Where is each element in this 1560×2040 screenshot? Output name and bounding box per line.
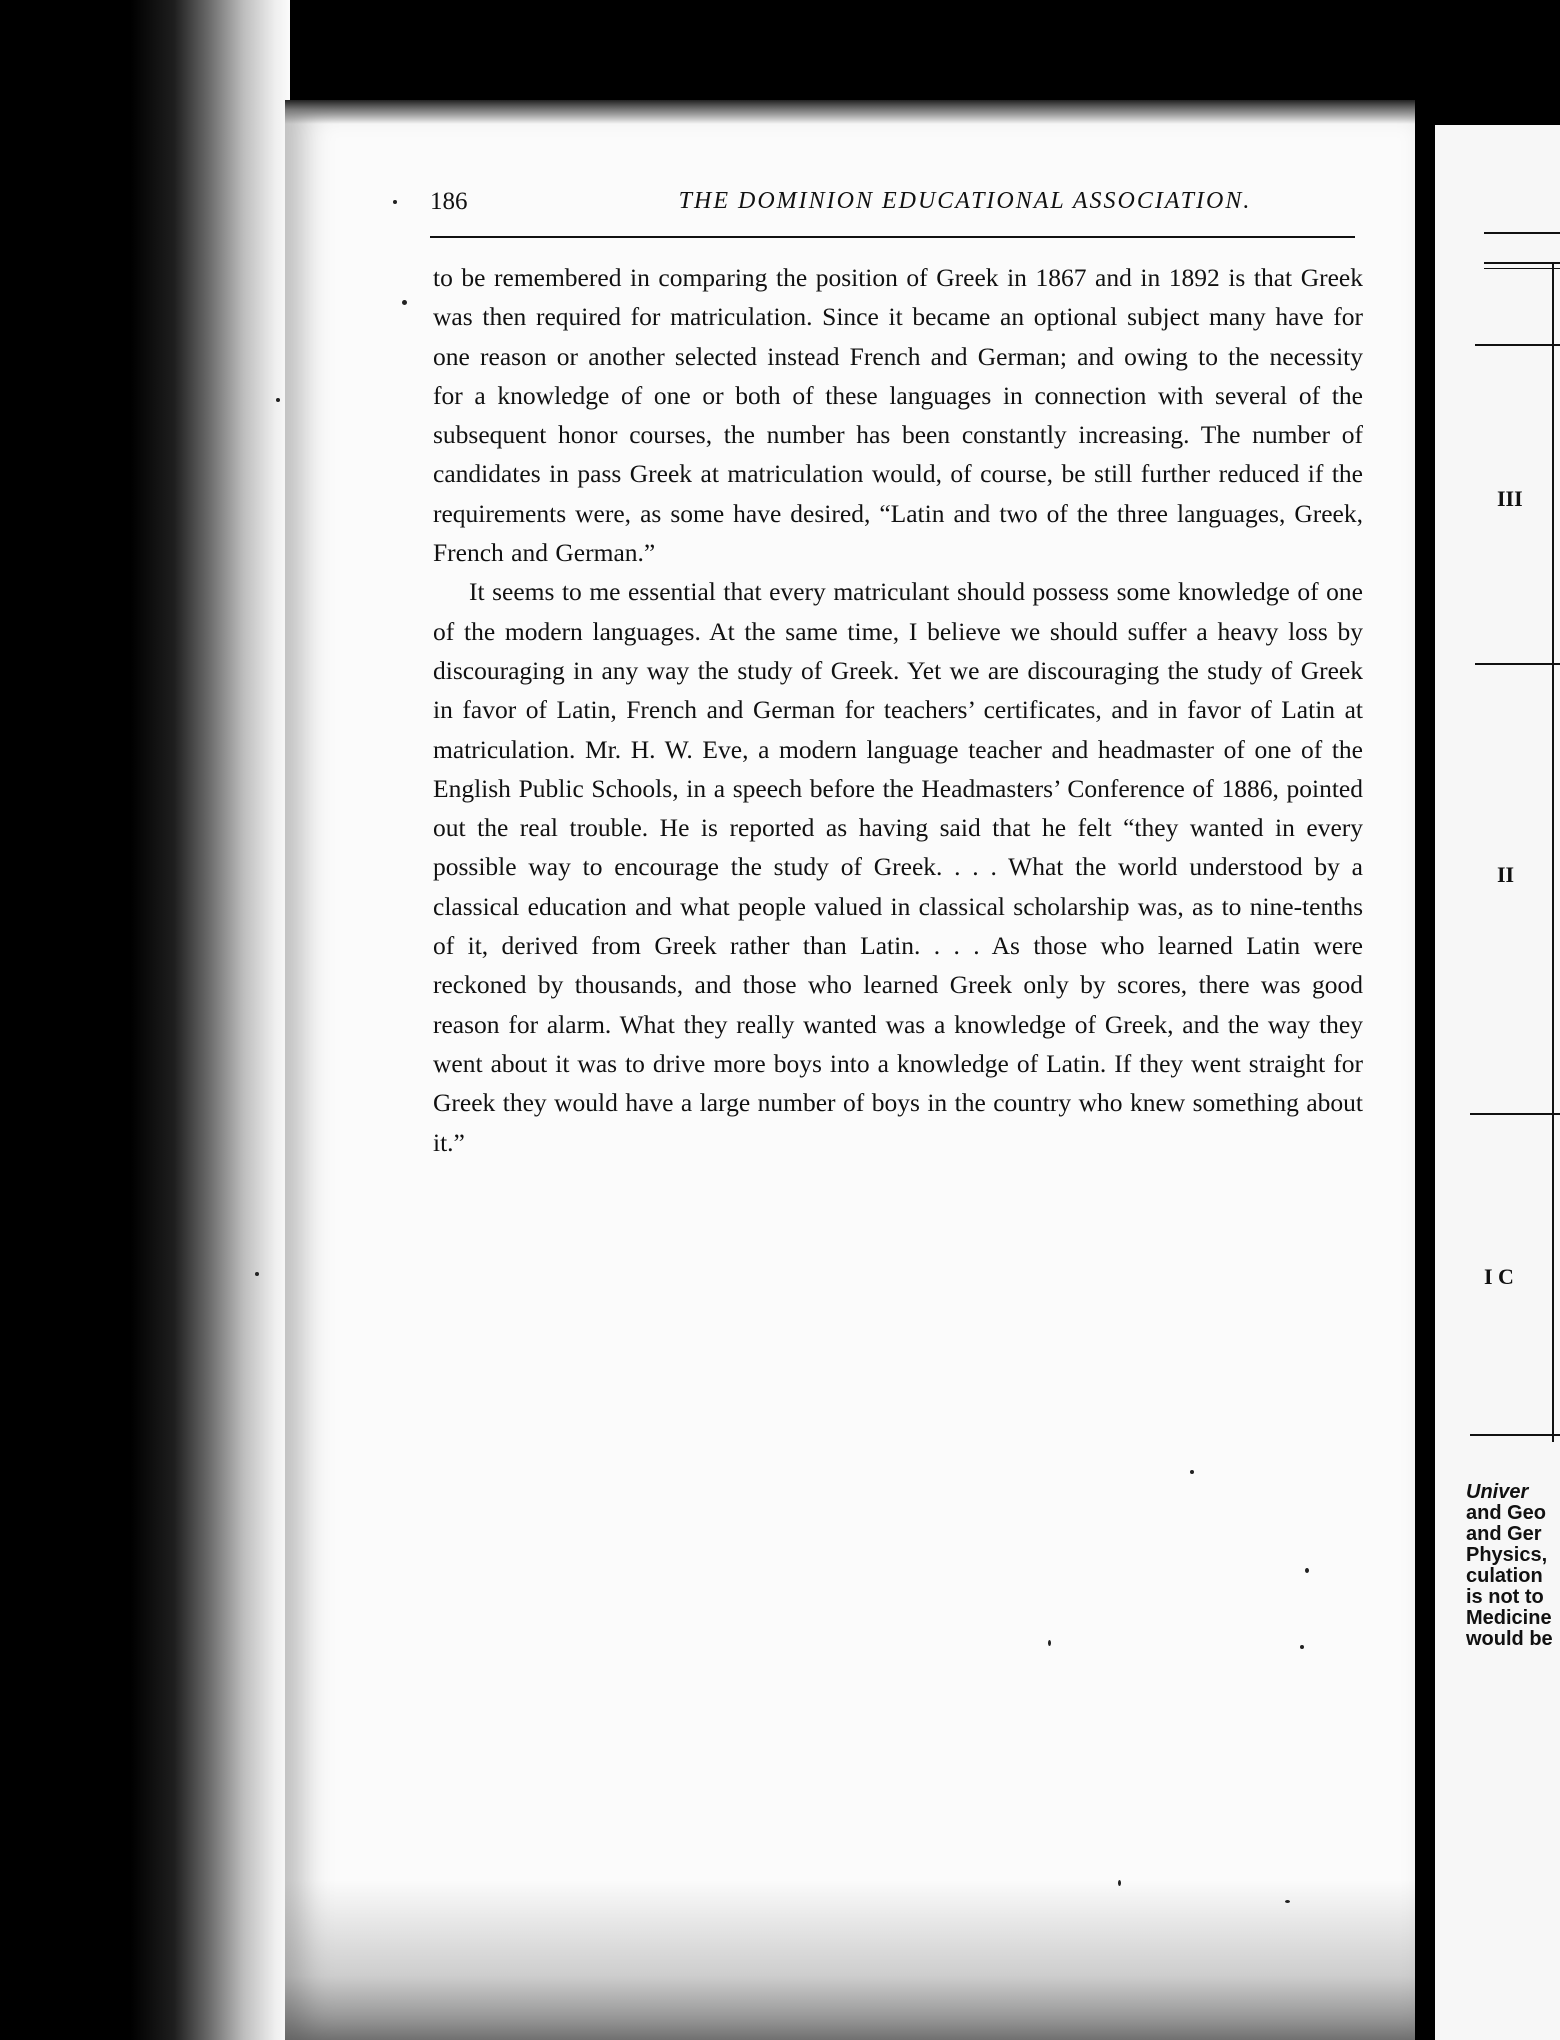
body-text [433,258,1363,1162]
book-gutter [1415,0,1435,2040]
page-header [430,188,1350,224]
adjacent-row-label: II [1497,862,1515,887]
scan-speck [393,200,397,204]
adjacent-footnote-line: and Geo [1466,1502,1547,1524]
scan-left-edge [0,0,290,2040]
scan-speck [402,300,407,305]
scan-speck [255,1272,259,1276]
adjacent-table-rule [1475,344,1560,346]
adjacent-table-vrule [1552,262,1554,1442]
paragraph-1: to be remembered in comparing the position of Greek in 1867 and in 1892 is that Greek was then required for matriculation. Since it became an optional subject many have for one reason or another selected instead French and German; and owing to the necessity for a knowledge of one or both of these languages in connection with several of the subsequent honor courses, the number has been constantly increasing. The number of candidates in pass Greek at matriculation would, of course, be still further reduced if the requirements were, as some have desired, “Latin and two of the three languages, Greek, French and German.” [433,263,1363,568]
adjacent-table-rule [1484,262,1560,264]
page-number: 186 [430,188,468,215]
scan-speck [1048,1640,1051,1646]
adjacent-footnote-line: Physics, [1466,1544,1548,1566]
page-top-shadow [285,100,1415,124]
paragraph-2: It seems to me essential that every matriculant should possess some knowledge of one of the modern languages. At the same time, I believe we should suffer a heavy loss by discouraging in any way the study of Greek. Yet we are discouraging the study of Greek in favor of Latin, French and German for teachers’ certificates, and in favor of Latin at matriculation. Mr. H. W. Eve, a modern language teacher and headmaster of one of the English Public Schools, in a speech before the Headmasters’ Conference of 1886, pointed out the real trouble. He is reported as having said that he felt “they wanted in every possible way to encourage the study of Greek. . . . What the world understood by a classical education and what people valued in classical scholarship was, as to nine-tenths of it, derived from Greek rather than Latin. . . . As those who learned Latin were reckoned by thousands, and those who learned Greek only by scores, there was good reason for alarm. What they really wanted was a knowledge of Greek, and the way they went about it was to drive more boys into a knowledge of Latin. If they went straight for Greek they would have a large number of boys in the country who knew something about it.” [433,577,1363,1157]
scan-speck [276,398,280,402]
running-head: THE DOMINION EDUCATIONAL ASSOCIATION. [678,188,1252,214]
adjacent-footnote-line: would be [1466,1628,1553,1650]
scan-speck [1285,1900,1290,1903]
adjacent-footnote-line: Univer [1466,1482,1529,1503]
scan-speck [1300,1645,1304,1649]
adjacent-footnote-line: and Ger [1466,1523,1542,1545]
adjacent-table-rule [1484,232,1560,234]
scan-speck [1118,1880,1121,1886]
header-rule [430,236,1355,238]
adjacent-table-rule [1484,268,1560,269]
adjacent-footnote-line: culation [1466,1565,1543,1587]
adjacent-table-rule [1475,663,1560,665]
adjacent-row-label: I C [1484,1264,1514,1289]
adjacent-footnote-line: Medicine [1466,1607,1552,1629]
adjacent-table-rule [1470,1434,1560,1436]
page-bottom-shadow [285,1880,1415,2040]
adjacent-table-rule [1470,1113,1560,1115]
adjacent-footnote-line: is not to [1466,1586,1544,1608]
adjacent-footnote [1466,1482,1560,1650]
adjacent-row-label: III [1497,486,1523,511]
scan-speck [1190,1470,1194,1474]
scan-speck [1305,1568,1309,1573]
adjacent-page [1435,125,1560,2040]
